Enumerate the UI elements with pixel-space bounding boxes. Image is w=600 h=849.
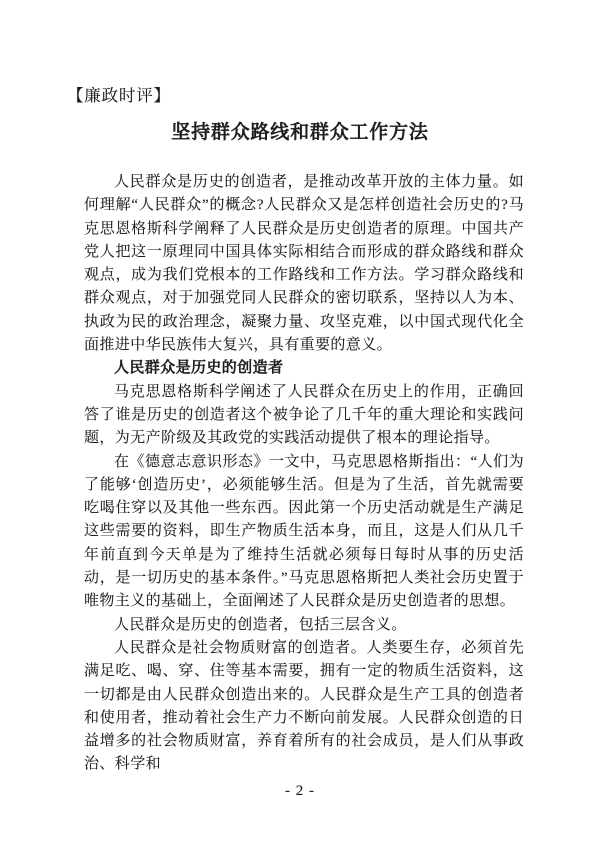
paragraph: 马克思恩格斯科学阐述了人民群众在历史上的作用，正确回答了谁是历史的创造者这个被争论了几千年的重大理论和实践问题，为无产阶级及其政党的实践活动提供了根本的理论指导。 (84, 383, 524, 447)
page-number: - 2 - (285, 783, 315, 799)
document-title: 坚持群众路线和群众工作方法 (171, 122, 429, 143)
section-heading: 人民群众是历史的创造者 (114, 360, 284, 377)
document-body (84, 171, 524, 777)
paragraph-intro: 人民群众是历史的创造者，是推动改革开放的主体力量。如何理解“人民群众”的概念?人民群众又是怎样创造社会历史的?马克思恩格斯科学阐释了人民群众是历史创造者的原理。中国共产党人把这一原理同中国具体实际相结合而形成的群众路线和群众观点，成为我们党根本的工作路线和工作方法。学习群众路线和群众观点，对于加强党同人民群众的密切联系，坚持以人为本、执政为民的政治理念，凝聚力量、攻坚克难，以中国式现代化全面推进中华民族伟大复兴，具有重要的意义。 (84, 174, 524, 354)
paragraph: 在《德意志意识形态》一文中，马克思恩格斯指出：“人们为了能够‘创造历史’，必须能够生活。但是为了生活，首先就需要吃喝住穿以及其他一些东西。因此第一个历史活动就是生产满足这些需要的资料，即生产物质生活本身，而且，这是人们从几千年前直到今天单是为了维持生活就必须每日每时从事的历史活动，是一切历史的基本条件。”马克思恩格斯把人类社会历史置于唯物主义的基础上，全面阐述了人民群众是历史创造者的思想。 (84, 453, 524, 610)
paragraph: 人民群众是历史的创造者，包括三层含义。 (114, 616, 407, 633)
paragraph: 人民群众是社会物质财富的创造者。人类要生存，必须首先满足吃、喝、穿、住等基本需要，拥有一定的物质生活资料，这一切都是由人民群众创造出来的。人民群众是生产工具的创造者和使用者，推动着社会生产力不断向前发展。人民群众创造的日益增多的社会物质财富，养育着所有的社会成员，是人们从事政治、科学和 (84, 639, 524, 773)
column-tag: 【廉政时评】 (67, 86, 171, 105)
